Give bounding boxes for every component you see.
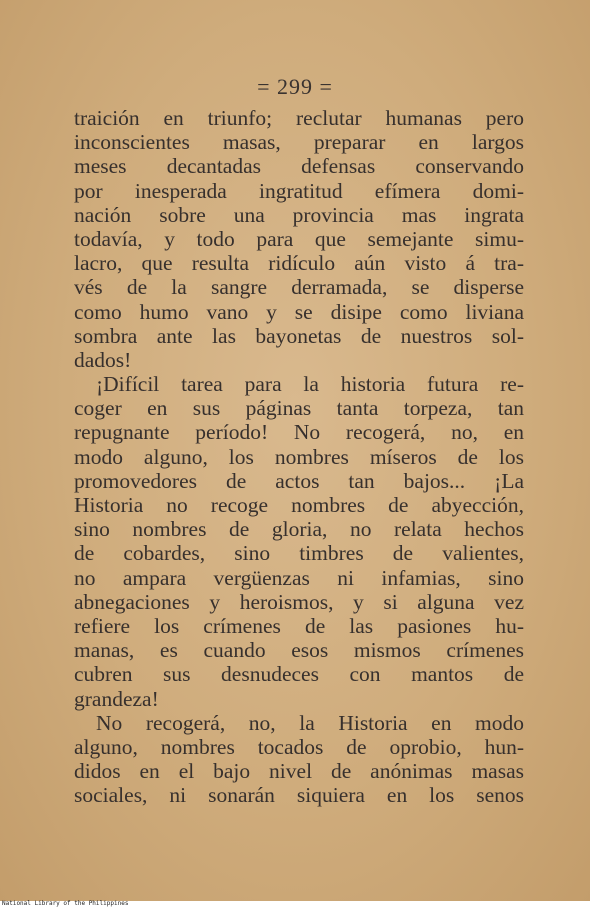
text-line: no ampara vergüenzas ni infamias, sino bbox=[74, 565, 524, 590]
text-line: lacro, que resulta ridículo aún visto á tra- bbox=[74, 251, 524, 276]
text-line: traición en triunfo; reclutar humanas pero bbox=[74, 106, 524, 130]
text-line: abnegaciones y heroismos, y si alguna vez bbox=[74, 589, 524, 614]
text-line: cubren sus desnudeces con mantos de bbox=[74, 662, 524, 687]
text-line: coger en sus páginas tanta torpeza, tan bbox=[74, 396, 524, 421]
text-line: meses decantadas defensas conservando bbox=[74, 154, 524, 179]
text-line: sino nombres de gloria, no relata hechos bbox=[74, 517, 524, 542]
text-line: ¡Difícil tarea para la historia futura re- bbox=[96, 372, 524, 397]
text-line: grandeza! bbox=[74, 686, 159, 711]
text-line: promovedores de actos tan bajos... ¡La bbox=[74, 468, 524, 493]
text-line: por inesperada ingratitud efímera domi- bbox=[74, 178, 524, 203]
text-line: alguno, nombres tocados de oprobio, hun- bbox=[74, 734, 524, 759]
text-line: como humo vano y se disipe como liviana bbox=[74, 299, 524, 324]
text-line: nación sobre una provincia mas ingrata bbox=[74, 202, 524, 227]
text-line: refiere los crímenes de las pasiones hu- bbox=[74, 613, 524, 638]
body-text bbox=[74, 106, 524, 807]
text-line: Historia no recoge nombres de abyección, bbox=[74, 493, 524, 517]
text-line: inconscientes masas, preparar en largos bbox=[74, 130, 524, 155]
library-credit: National Library of the Philippines bbox=[2, 900, 129, 907]
text-line: de cobardes, sino timbres de valientes, bbox=[74, 541, 524, 566]
text-line: sombra ante las bayonetas de nuestros sol- bbox=[74, 323, 524, 348]
text-line: manas, es cuando esos mismos crímenes bbox=[74, 638, 524, 663]
page-number: = 299 = bbox=[257, 74, 333, 99]
text-line: didos en el bajo nivel de anónimas masas bbox=[74, 759, 524, 784]
text-line: todavía, y todo para que semejante simu- bbox=[74, 226, 524, 251]
text-line: vés de la sangre derramada, se disperse bbox=[74, 275, 524, 300]
text-line: No recogerá, no, la Historia en modo bbox=[96, 710, 524, 735]
text-line: sociales, ni sonarán siquiera en los senos bbox=[74, 783, 524, 808]
text-line: modo alguno, los nombres míseros de los bbox=[74, 444, 524, 469]
text-line: repugnante período! No recogerá, no, en bbox=[74, 420, 524, 445]
text-line: dados! bbox=[74, 347, 132, 372]
